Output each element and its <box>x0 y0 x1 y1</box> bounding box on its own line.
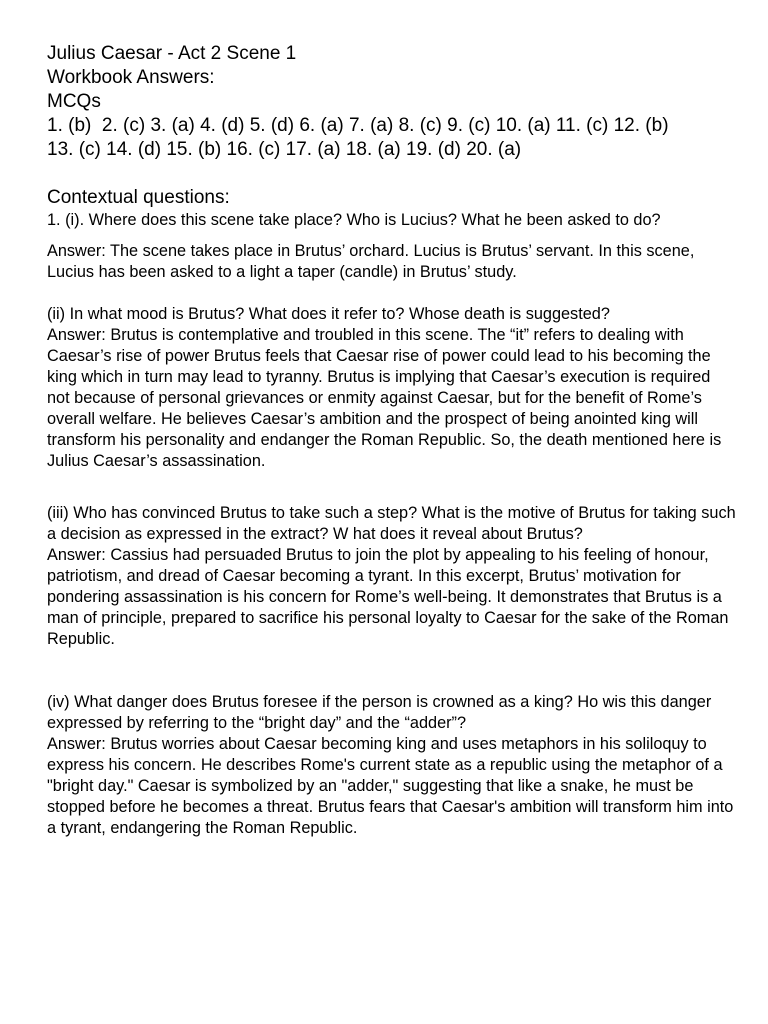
answer-iii: Answer: Cassius had persuaded Brutus to join the plot by appealing to his feeling of honour, patriotism, and dread of Caesar becoming a tyrant. In this excerpt, Brutus’ motivation for pondering assassination is his concern for Rome’s well-being. It demonstrates that Brutus is a man of principle, prepared to sacrifice his personal loyalty to Caesar for the sake of the Roman Republic. <box>47 546 729 648</box>
mcq-heading: MCQs <box>47 91 101 112</box>
answer-1-i: Answer: The scene takes place in Brutus’ orchard. Lucius is Brutus’ servant. In this scene, Lucius has been asked to a light a taper (candle) in Brutus’ study. <box>47 242 695 281</box>
contextual-heading: Contextual questions: <box>47 187 230 208</box>
question-ii: (ii) In what mood is Brutus? What does it refer to? Whose death is suggested? <box>47 305 610 323</box>
question-1-i: 1. (i). Where does this scene take place? Who is Lucius? What he been asked to do? <box>47 211 661 229</box>
document-subtitle: Workbook Answers: <box>47 67 215 88</box>
answer-iv: Answer: Brutus worries about Caesar becoming king and uses metaphors in his soliloquy to express his concern. He describes Rome's current state as a republic using the metaphor of a "bright day." Caesar is symbolized by an "adder," suggesting that like a snake, he must be stopped before he becomes a threat. Brutus fears that Caesar's ambition will transform him into a tyrant, endangering the Roman Republic. <box>47 735 734 837</box>
document-title: Julius Caesar - Act 2 Scene 1 <box>47 43 297 64</box>
document-page <box>47 42 737 839</box>
question-iii: (iii) Who has convinced Brutus to take such a step? What is the motive of Brutus for taking such a decision as expressed in the extract? W hat does it reveal about Brutus? <box>47 504 736 543</box>
mcq-answers-line-1: 1. (b) 2. (c) 3. (a) 4. (d) 5. (d) 6. (a) 7. (a) 8. (c) 9. (c) 10. (a) 11. (c) 12. (b) <box>47 115 669 136</box>
question-iv: (iv) What danger does Brutus foresee if the person is crowned as a king? Ho wis this danger expressed by referring to the “bright day” and the “adder”? <box>47 693 712 732</box>
mcq-answers-line-2: 13. (c) 14. (d) 15. (b) 16. (c) 17. (a) 18. (a) 19. (d) 20. (a) <box>47 139 522 160</box>
answer-ii: Answer: Brutus is contemplative and troubled in this scene. The “it” refers to dealing with Caesar’s rise of power Brutus feels that Caesar rise of power could lead to his becoming the king which in turn may lead to tyranny. Brutus is implying that Caesar’s execution is required not because of personal grievances or enmity against Caesar, but for the benefit of Rome’s overall welfare. He believes Caesar’s ambition and the prospect of being anointed king will transform his personality and endanger the Roman Republic. So, the death mentioned here is Julius Caesar’s assassination. <box>47 326 722 470</box>
